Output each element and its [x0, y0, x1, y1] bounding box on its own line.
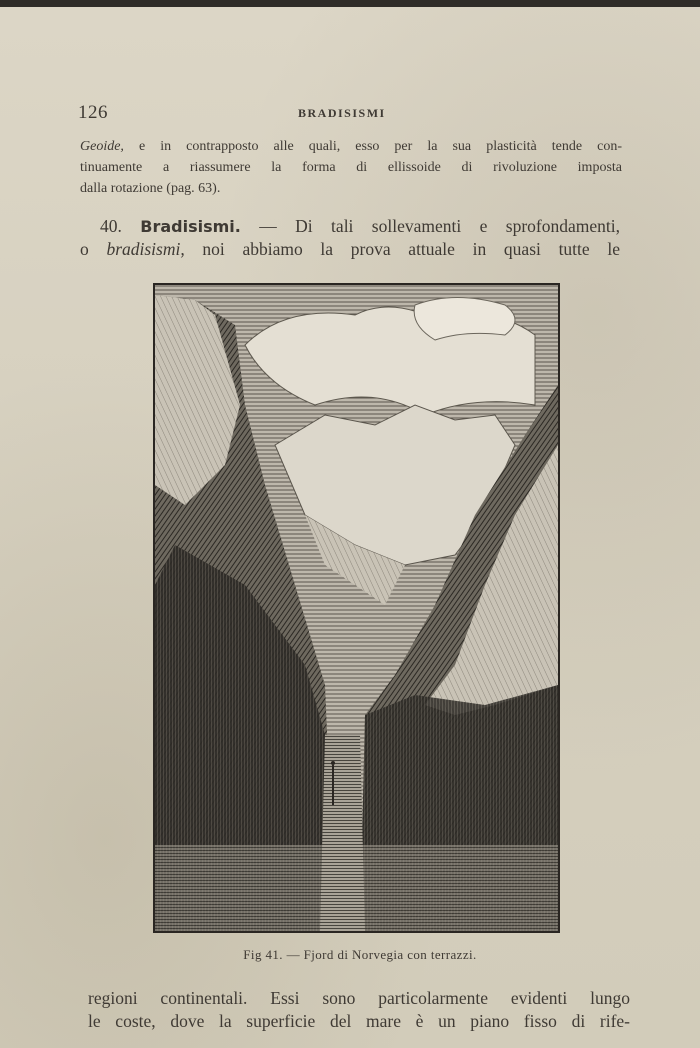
closing-paragraph [88, 987, 630, 1033]
top-edge-shadow [0, 0, 700, 7]
continuation-line-1-rest: e in contrapposto alle quali, esso per la sua plasticità tende con- [123, 139, 622, 154]
section-line-1-rest: — Di tali sollevamenti e sprofondamenti, [240, 216, 621, 236]
continuation-line-2: tinuamente a riassumere la forma di ellissoide di rivoluzione imposta [80, 160, 622, 175]
continuation-paragraph [80, 136, 622, 199]
running-title: BRADISISMI [298, 106, 386, 120]
continuation-line-3: dalla rotazione (pag. 63). [80, 181, 221, 196]
fjord-engraving [153, 283, 560, 933]
closing-line-2: le coste, dove la superficie del mare è un piano fisso di rife- [88, 1011, 630, 1031]
section-line-1 [80, 215, 620, 238]
section-line-2 [80, 238, 620, 261]
figure-caption: Fig 41. — Fjord di Norvegia con terrazzi. [243, 947, 477, 962]
section-line-2-start: o [80, 239, 107, 259]
section-line-2-rest: noi abbiamo la prova attuale in quasi tutte le [184, 239, 620, 259]
page-number: 126 [78, 102, 108, 123]
section-number: 40. [100, 216, 122, 236]
section-title: Bradisismi. [140, 217, 241, 236]
continuation-line-1-em: Geoide, [80, 139, 124, 154]
continuation-line-1 [80, 136, 622, 157]
closing-line-1: regioni continentali. Essi sono particolarmente evidenti lungo [88, 988, 630, 1008]
section-paragraph [80, 215, 620, 261]
fjord-illustration [155, 285, 558, 931]
section-line-2-em: bradisismi, [106, 239, 185, 259]
